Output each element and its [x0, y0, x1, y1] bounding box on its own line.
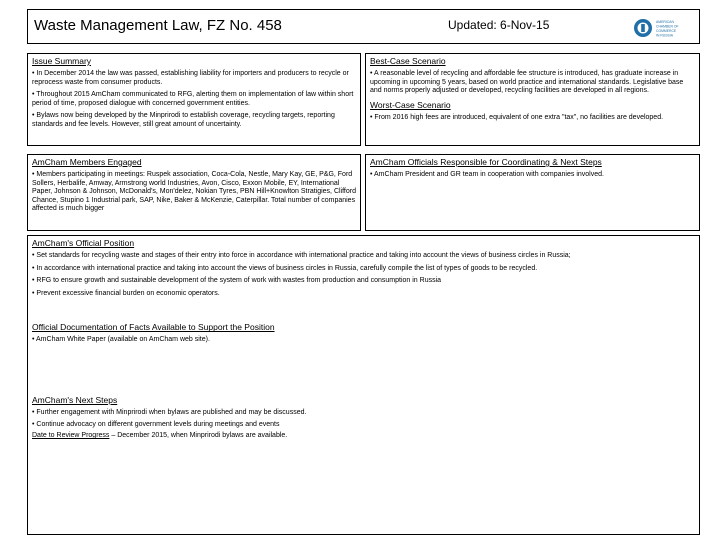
issue-summary-bullet-2: • Throughout 2015 AmCham communicated to RFG, alerting them on implementation of law within short period of time, proposed dialogue with concerned government entities.: [32, 91, 354, 107]
issue-summary-bullet-3: • Bylaws now being developed by the Minprirodi to establish coverage, recycling targets, reporting standards and fee levels. However, still great amount of uncertainty.: [32, 112, 335, 128]
next-steps-bullet-2: • Continue advocacy on different government levels during meetings and events: [32, 420, 280, 428]
page-title: Waste Management Law, FZ No. 458: [34, 17, 282, 34]
updated-date: Updated: 6-Nov-15: [448, 18, 550, 32]
best-case-heading: Best-Case Scenario: [370, 56, 446, 66]
spacer: [32, 302, 695, 322]
amcham-logo: [633, 15, 683, 41]
next-steps-heading: AmCham's Next Steps: [32, 394, 118, 405]
review-progress-label: Date to Review Progress: [32, 432, 110, 440]
position-bullet-2: • In accordance with international practice and taking into account the views of business circles in Russia, carefully compile the list of types of goods to be recycled.: [32, 264, 538, 272]
spacer: [32, 349, 695, 395]
worst-case-bullet: • From 2016 high fees are introduced, equivalent of one extra "tax", no facilities are developed.: [370, 113, 664, 121]
issue-summary-heading: Issue Summary: [32, 56, 92, 66]
officials-bullet: • AmCham President and GR team in cooperation with companies involved.: [370, 171, 604, 178]
position-panel: [27, 235, 700, 535]
officials-panel: [365, 154, 700, 231]
header-bar: [27, 9, 700, 44]
worst-case-heading: Worst-Case Scenario: [370, 99, 451, 110]
issue-summary-bullet-1: • In December 2014 the law was passed, establishing liability for importers and producers to recycle or reprocess waste from consumer products.: [32, 70, 349, 86]
members-panel: [27, 154, 361, 231]
position-bullet-3: • RFG to ensure growth and sustainable development of the system of work with wastes from production and consumption in Russia: [32, 277, 442, 285]
logo-line-4: IN RUSSIA: [656, 33, 673, 38]
next-steps-bullet-1: • Further engagement with Minprirodi when bylaws are published and may be discussed.: [32, 408, 307, 416]
logo-line-1: AMERICAN: [656, 20, 674, 24]
logo-line-2: CHAMBER OF: [656, 24, 679, 29]
scenario-panel: [365, 53, 700, 146]
documentation-heading: Official Documentation of Facts Available to Support the Position: [32, 322, 275, 333]
position-bullet-1: • Set standards for recycling waste and stages of their entry into force in accordance with international practice and taking into account the views of business circles in Russia;: [32, 252, 571, 259]
position-heading: AmCham's Official Position: [32, 238, 135, 248]
officials-heading: AmCham Officials Responsible for Coordinating & Next Steps: [370, 157, 602, 167]
review-progress-text: – December 2015, when Minprirodi bylaws are available.: [109, 432, 288, 440]
position-bullet-4: • Prevent excessive financial burden on economic operators.: [32, 289, 220, 297]
members-heading: AmCham Members Engaged: [32, 157, 142, 167]
documentation-bullet: • AmCham White Paper (available on AmCham web site).: [32, 336, 210, 344]
logo-line-3: COMMERCE: [656, 29, 677, 33]
review-progress-line: [32, 432, 695, 441]
issue-summary-panel: [27, 53, 361, 146]
best-case-bullet: • A reasonable level of recycling and affordable fee structure is introduced, has graduate increase in upcoming in upcoming 5 years, based on world practice and international standards. Legislative base and norms properly adjusted or developed, recycling facilities are developed in all regions.: [370, 70, 684, 95]
members-bullet: • Members participating in meetings: Ruspek association, Coca-Cola, Nestle, Mary Kay, GE, P&G, Ford Sollers, Herbalife, Amway, Armstrong world Industries, Avon, Cisco, Exxon Mobile, EY, International Paper, Johnson & Johnson, McDonald's, Mon'delez, Nokian Tyres, PBN Hill+Knowlton Stratigies, Clifford Chance, Stupino 1 Industrial park, SAP, Nike, Baker & McKenzie, Caterpillar. Total number of companies affected is much bigger: [32, 171, 356, 213]
